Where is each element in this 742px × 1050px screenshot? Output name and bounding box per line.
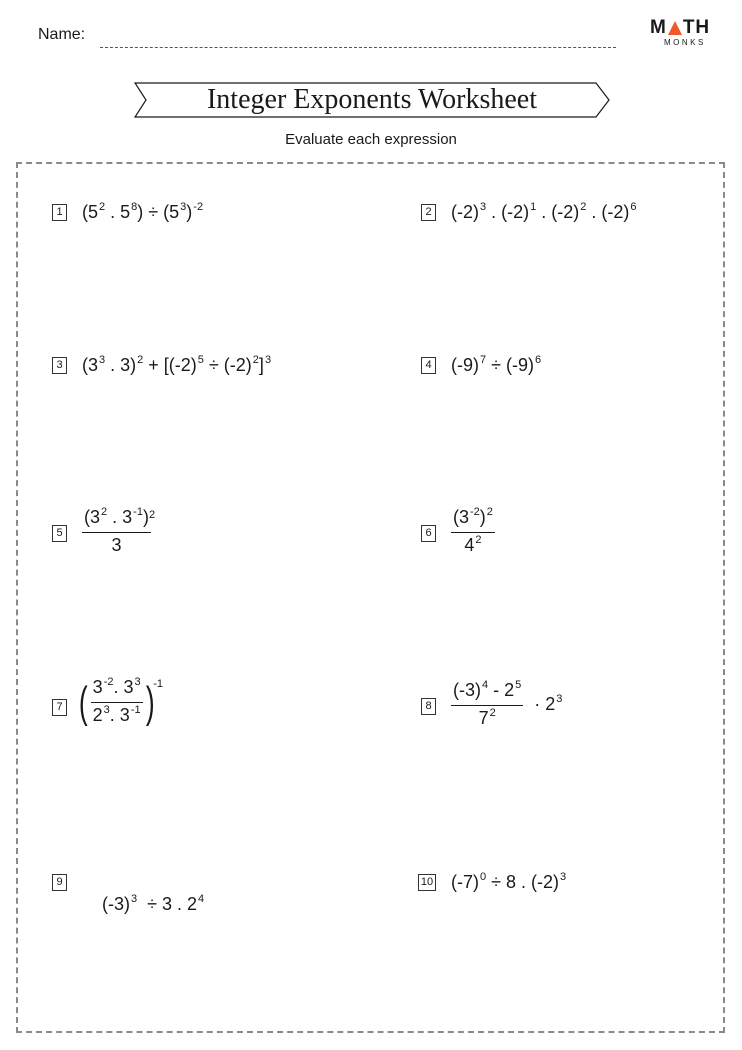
expression: $(-7)^0 \div 8$ . $(-2)^3$ <box>451 871 567 892</box>
expression: $(-2)^3$ . $(-2)^1$ . $(-2)^2$ . $(-2)^6$ <box>451 201 637 222</box>
problem-number: 3 <box>52 357 67 374</box>
name-line[interactable] <box>100 47 616 48</box>
problem-number: 9 <box>52 874 67 891</box>
expression: ($3^3$ . $3)^2 + [(-2)^5 \div (-2)^2]^3$ <box>82 354 272 375</box>
expression: $\frac{(-3)^4 - 2^5}{7^2}$ · $2^3$ <box>451 680 562 731</box>
logo-text-right: TH <box>682 17 711 38</box>
problem-number: 5 <box>52 525 67 542</box>
problem-number: 6 <box>421 525 436 542</box>
expression: $(-3)^3 \div 3$ . $2^4$ <box>102 893 205 914</box>
fraction: $\frac{(3^{-2})^2}{4^2}$ <box>453 506 493 555</box>
fraction: $\frac{3^{-2}. 3^3}{2^3. 3^{-1}}$ <box>92 676 141 725</box>
page-title: Integer Exponents Worksheet <box>206 84 538 115</box>
fraction: $\frac{(3^2 . 3^{-1})}{3}$ <box>84 506 149 555</box>
expression <box>451 507 495 558</box>
math-monks-logo <box>650 18 716 52</box>
fraction: $\frac{(-3)^4 - 2^5}{7^2}$ <box>453 679 522 728</box>
problem-number: 4 <box>421 357 436 374</box>
logo-subtext: MONKS <box>664 38 706 47</box>
instructions: Evaluate each expression <box>285 131 457 148</box>
problem-number: 1 <box>52 204 67 221</box>
problem-number: 7 <box>52 699 67 716</box>
expression: ($5^2$ . $5^8) \div (5^3)^{-2}$ <box>82 201 204 222</box>
problem-number: 8 <box>421 698 436 715</box>
name-label: Name: <box>38 26 86 43</box>
logo-text-left: M <box>650 17 667 38</box>
expression: $(-9)^7 \div (-9)^6$ <box>451 354 542 375</box>
expression: ( $\frac{3^{-2}. 3^3}{2^3. 3^{-1}}$ )$^{-1}$ <box>78 676 164 727</box>
problem-number: 2 <box>421 204 436 221</box>
title-banner <box>134 82 610 118</box>
problem-number: 10 <box>418 874 436 891</box>
expression: $\frac{(3^2 . 3^{-1})}{3}$ $^2$ <box>84 506 156 555</box>
triangle-icon <box>668 21 682 35</box>
